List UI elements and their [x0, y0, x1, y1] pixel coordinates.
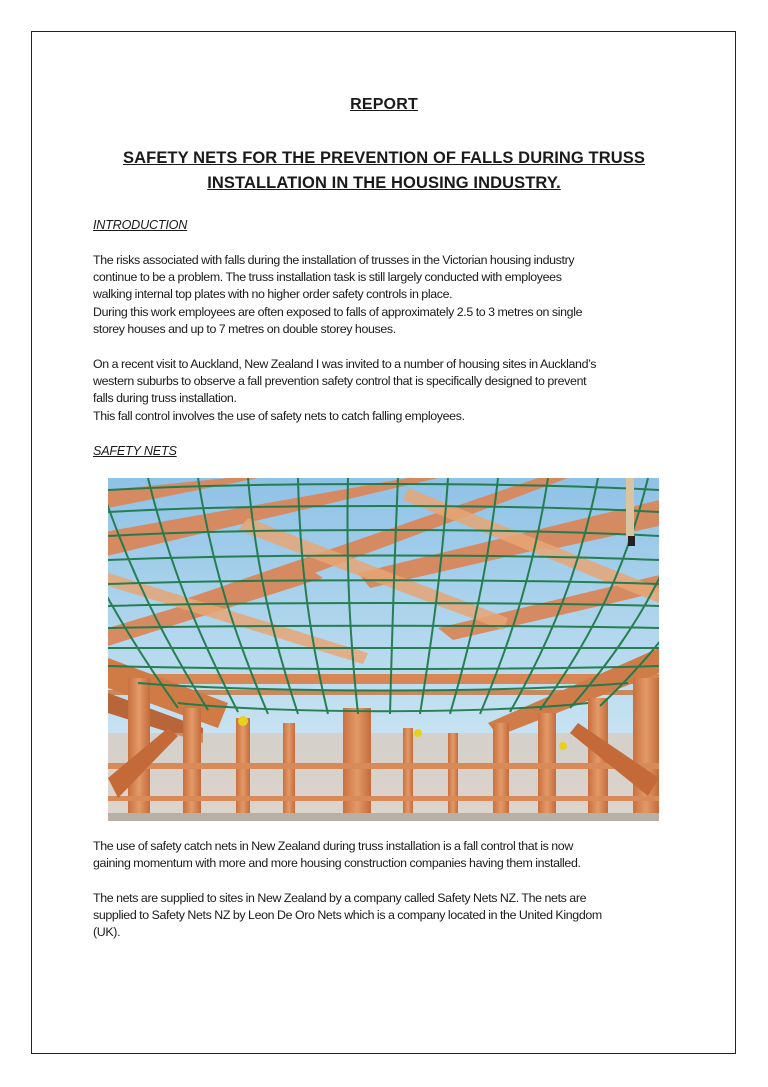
introduction-heading: INTRODUCTION — [93, 218, 188, 232]
text-line: This fall control involves the use of safety nets to catch falling employees. — [93, 408, 465, 423]
safety-nets-heading: SAFETY NETS — [93, 444, 177, 458]
report-label: REPORT — [350, 96, 418, 113]
text-line: The use of safety catch nets in New Zealand during truss installation is a fall control that is now — [93, 839, 573, 853]
text-line: (UK). — [93, 925, 121, 940]
text-line: supplied to Safety Nets NZ by Leon De Oro Nets which is a company located in the United Kingdom — [93, 908, 602, 923]
text-line: falls during truss installation. — [93, 391, 237, 406]
document-title — [100, 146, 668, 196]
title-line-2: INSTALLATION IN THE HOUSING INDUSTRY. — [207, 174, 561, 192]
text-line: On a recent visit to Auckland, New Zealand I was invited to a number of housing sites in Auckland’s — [93, 357, 597, 371]
text-line: western suburbs to observe a fall prevention safety control that is specifically designed to prevent — [93, 374, 587, 389]
introduction-paragraph-2 — [93, 356, 683, 425]
text-line: The risks associated with falls during the installation of trusses in the Victorian housing industry — [93, 253, 575, 267]
text-line: storey houses and up to 7 metres on double storey houses. — [93, 321, 396, 336]
title-line-1: SAFETY NETS FOR THE PREVENTION OF FALLS DURING TRUSS — [123, 149, 645, 167]
safety-net-photo — [108, 478, 659, 821]
safety-nets-paragraph-2 — [93, 890, 683, 942]
text-line: gaining momentum with more and more housing construction companies having them installed. — [93, 856, 581, 871]
text-line: walking internal top plates with no higher order safety controls in place. — [93, 287, 453, 302]
safety-nets-paragraph-1 — [93, 838, 683, 872]
introduction-paragraph-1 — [93, 252, 683, 338]
text-line: During this work employees are often exposed to falls of approximately 2.5 to 3 metres on single — [93, 304, 583, 319]
text-line: The nets are supplied to sites in New Zealand by a company called Safety Nets NZ. The nets are — [93, 891, 587, 905]
text-line: continue to be a problem. The truss installation task is still largely conducted with employees — [93, 270, 562, 285]
